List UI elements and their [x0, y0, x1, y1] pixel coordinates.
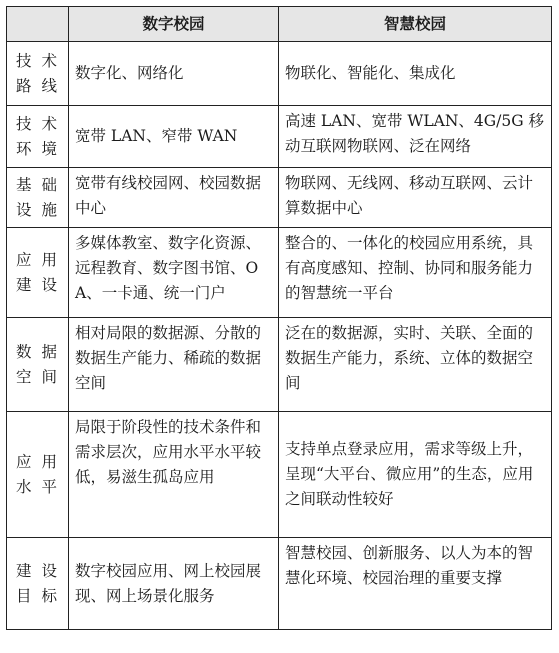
row-label: 应用水平: [7, 412, 69, 538]
table-row: [7, 168, 552, 228]
smart-cell: 整合的、一体化的校园应用系统，具有高度感知、控制、协同和服务能力的智慧统一平台: [279, 228, 552, 318]
header-row: [7, 7, 552, 42]
header-smart-campus: 智慧校园: [279, 7, 552, 42]
smart-cell: 物联化、智能化、集成化: [279, 42, 552, 106]
digital-cell: 宽带 LAN、窄带 WAN: [69, 106, 279, 168]
table-body: [7, 42, 552, 630]
row-label: 数据空间: [7, 318, 69, 412]
digital-cell: 宽带有线校园网、校园数据中心: [69, 168, 279, 228]
digital-cell: 多媒体教室、数字化资源、远程教育、数字图书馆、OA、一卡通、统一门户: [69, 228, 279, 318]
comparison-table: [6, 6, 552, 630]
table-row: [7, 106, 552, 168]
row-label: 应用建设: [7, 228, 69, 318]
digital-cell: 局限于阶段性的技术条件和需求层次，应用水平水平较低，易滋生孤岛应用: [69, 412, 279, 538]
header-digital-campus: 数字校园: [69, 7, 279, 42]
row-label: 技术路线: [7, 42, 69, 106]
smart-cell: 支持单点登录应用，需求等级上升，呈现“大平台、微应用”的生态，应用之间联动性较好: [279, 412, 552, 538]
row-label: 建设目标: [7, 538, 69, 630]
table-header: [7, 7, 552, 42]
row-label: 技术环境: [7, 106, 69, 168]
smart-cell: 物联网、无线网、移动互联网、云计算数据中心: [279, 168, 552, 228]
smart-cell: 高速 LAN、宽带 WLAN、4G/5G 移动互联网物联网、泛在网络: [279, 106, 552, 168]
smart-cell: 泛在的数据源，实时、关联、全面的数据生产能力，系统、立体的数据空间: [279, 318, 552, 412]
table-row: [7, 42, 552, 106]
table-row: [7, 538, 552, 630]
digital-cell: 数字化、网络化: [69, 42, 279, 106]
digital-cell: 数字校园应用、网上校园展现、网上场景化服务: [69, 538, 279, 630]
table-row: [7, 318, 552, 412]
table-row: [7, 412, 552, 538]
header-corner: [7, 7, 69, 42]
digital-cell: 相对局限的数据源、分散的数据生产能力、稀疏的数据空间: [69, 318, 279, 412]
row-label: 基础设施: [7, 168, 69, 228]
smart-cell: 智慧校园、创新服务、以人为本的智慧化环境、校园治理的重要支撑: [279, 538, 552, 630]
table-row: [7, 228, 552, 318]
